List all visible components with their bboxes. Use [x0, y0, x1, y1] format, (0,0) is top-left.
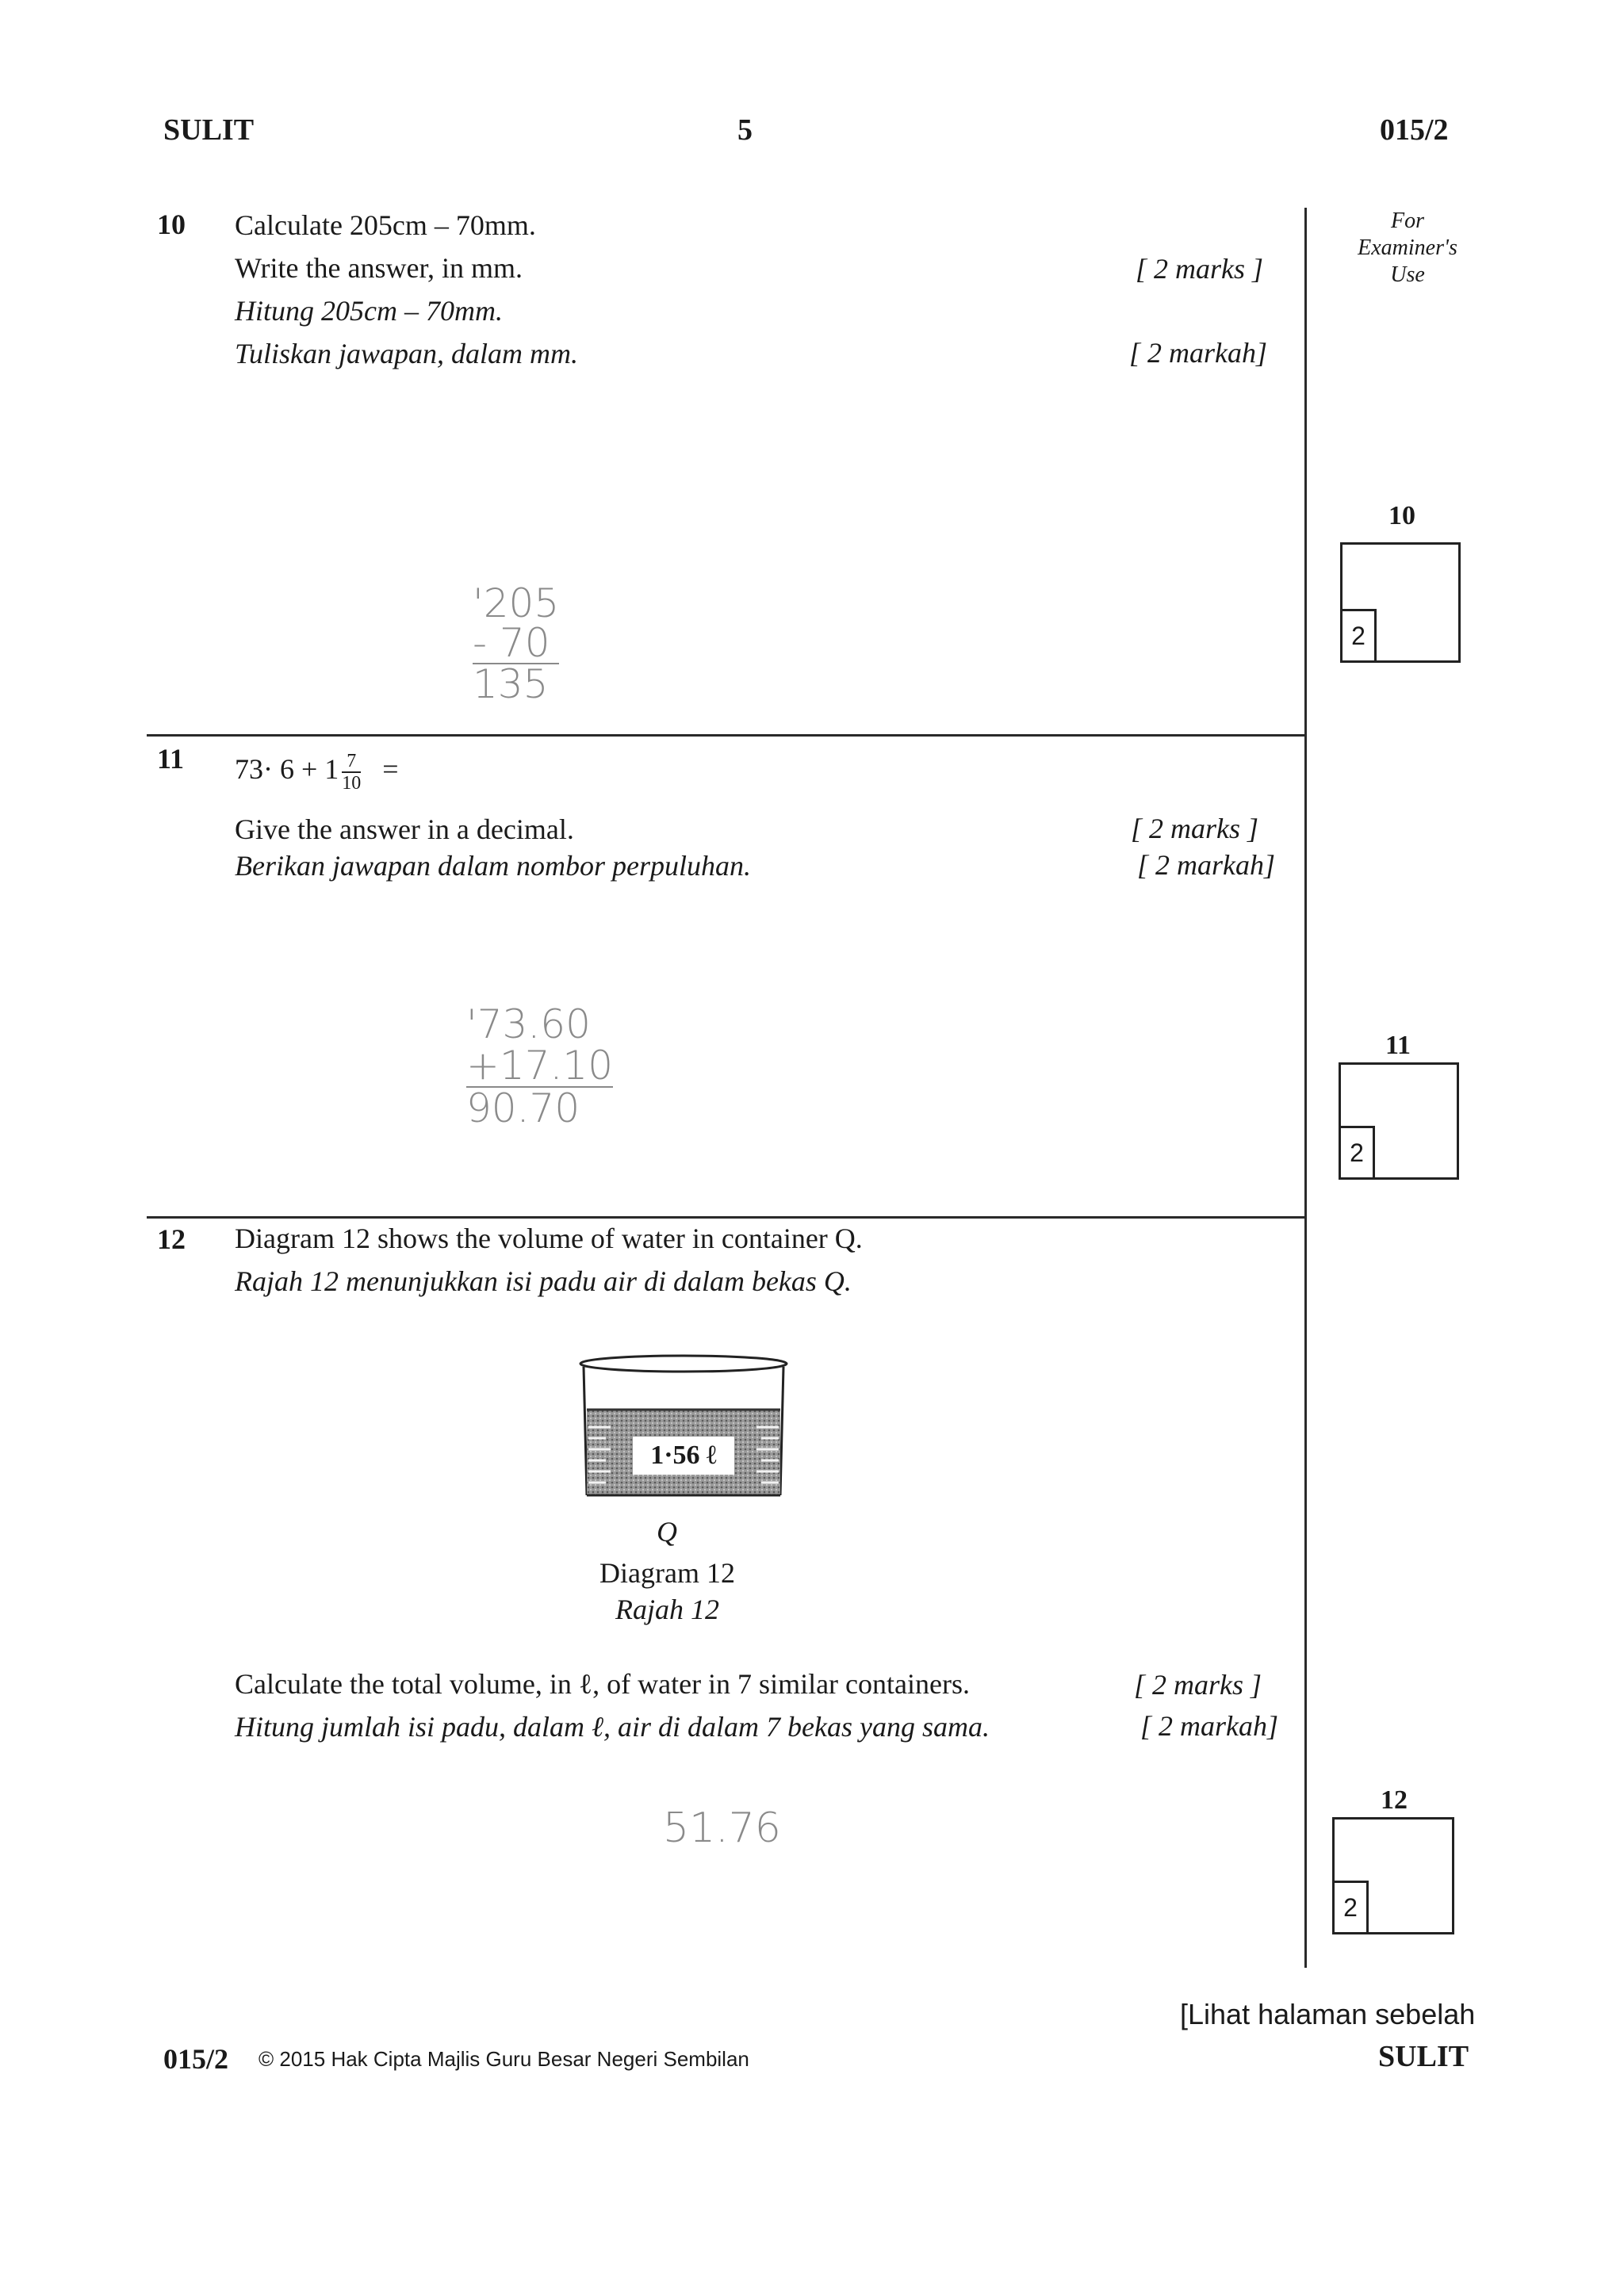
- q10-hand-line3: 135: [473, 661, 549, 707]
- q10-box-label: 10: [1388, 501, 1415, 530]
- footer-copyright: © 2015 Hak Cipta Majlis Guru Besar Negeri Sembilan: [259, 2047, 749, 2071]
- q11-line2: Berikan jawapan dalam nombor perpuluhan.: [235, 850, 751, 882]
- q10-marks-ms: [ 2 markah]: [1129, 337, 1268, 369]
- examiner-label-line1: For: [1391, 209, 1424, 233]
- q12-score-box: [1332, 1817, 1454, 1934]
- diagram-caption-ms: Rajah 12: [615, 1594, 719, 1625]
- q10-number: 10: [157, 209, 186, 240]
- q11-fraction: [342, 751, 361, 794]
- q11-handwritten-work: [466, 1001, 614, 1131]
- paper-code: 015/2: [1380, 113, 1449, 147]
- q11-marks-ms: [ 2 markah]: [1137, 849, 1276, 881]
- examiner-column-divider: [1304, 208, 1307, 1968]
- q12-line1: Diagram 12 shows the volume of water in container Q.: [235, 1223, 863, 1254]
- q11-expression: [235, 748, 399, 794]
- container-rim: [580, 1356, 787, 1372]
- q11-box-label: 11: [1385, 1031, 1411, 1060]
- footer-next-page: [Lihat halaman sebelah: [1180, 1998, 1476, 2030]
- q10-hand-line2: - 70: [473, 623, 559, 664]
- examiner-label-line2: Examiner's: [1358, 235, 1457, 260]
- q10-line3: Hitung 205cm – 70mm.: [235, 295, 503, 327]
- q12-line4: Hitung jumlah isi padu, dalam ℓ, air di dalam 7 bekas yang sama.: [235, 1711, 990, 1743]
- container-volume-label: 1·56 ℓ: [650, 1441, 717, 1470]
- q10-hand-line1: '205: [473, 580, 560, 626]
- footer-code: 015/2: [163, 2043, 229, 2075]
- q11-line1: Give the answer in a decimal.: [235, 813, 574, 845]
- q12-mark-box: 2: [1332, 1881, 1369, 1934]
- q11-expr-eq: =: [382, 753, 399, 785]
- q10-line2: Write the answer, in mm.: [235, 252, 523, 284]
- diagram-caption-en: Diagram 12: [599, 1557, 735, 1589]
- container-name: Q: [657, 1516, 677, 1548]
- q10-score-box: [1340, 542, 1461, 663]
- q12-marks-en: [ 2 marks ]: [1134, 1669, 1262, 1701]
- container-left-wall: [584, 1367, 587, 1495]
- footer-sulit: SULIT: [1378, 2040, 1469, 2073]
- q10-line4: Tuliskan jawapan, dalam mm.: [235, 338, 579, 369]
- q12-box-label: 12: [1381, 1785, 1408, 1815]
- examiner-label: [1308, 208, 1507, 289]
- q11-score-box: [1339, 1062, 1459, 1180]
- q12-number: 12: [157, 1223, 186, 1255]
- q10-mark-box: 2: [1340, 609, 1377, 663]
- page-number: 5: [737, 113, 753, 147]
- q11-frac-den: 10: [342, 772, 362, 794]
- q12-line3: Calculate the total volume, in ℓ, of water in 7 similar containers.: [235, 1668, 970, 1700]
- header-sulit: SULIT: [163, 113, 255, 147]
- q10-marks-en-text: [ 2 marks ]: [1136, 253, 1264, 285]
- q12-handwritten-answer: 51.76: [663, 1804, 781, 1852]
- q11-marks-en: [ 2 marks ]: [1131, 813, 1259, 844]
- container-q-diagram: [577, 1353, 790, 1500]
- q10-handwritten-work: [473, 580, 560, 707]
- q11-number: 11: [157, 743, 185, 775]
- q10-line1: Calculate 205cm – 70mm.: [235, 209, 536, 241]
- q11-frac-num: 7: [342, 751, 361, 773]
- q11-hand-line1: '73.60: [466, 1001, 591, 1047]
- q10-marks-en: [1136, 252, 1263, 285]
- examiner-label-line3: Use: [1390, 262, 1425, 287]
- q11-hand-line2: +17.10: [466, 1043, 614, 1089]
- q11-hand-line3: 90.70: [466, 1085, 580, 1131]
- container-right-wall: [780, 1367, 783, 1495]
- q11-mark-box: 2: [1339, 1126, 1375, 1180]
- divider-q10-q11: [147, 734, 1306, 737]
- q12-marks-ms: [ 2 markah]: [1140, 1710, 1279, 1742]
- q12-line2: Rajah 12 menunjukkan isi padu air di dalam bekas Q.: [235, 1265, 852, 1297]
- q11-expr-whole: 73· 6 + 1: [235, 753, 339, 785]
